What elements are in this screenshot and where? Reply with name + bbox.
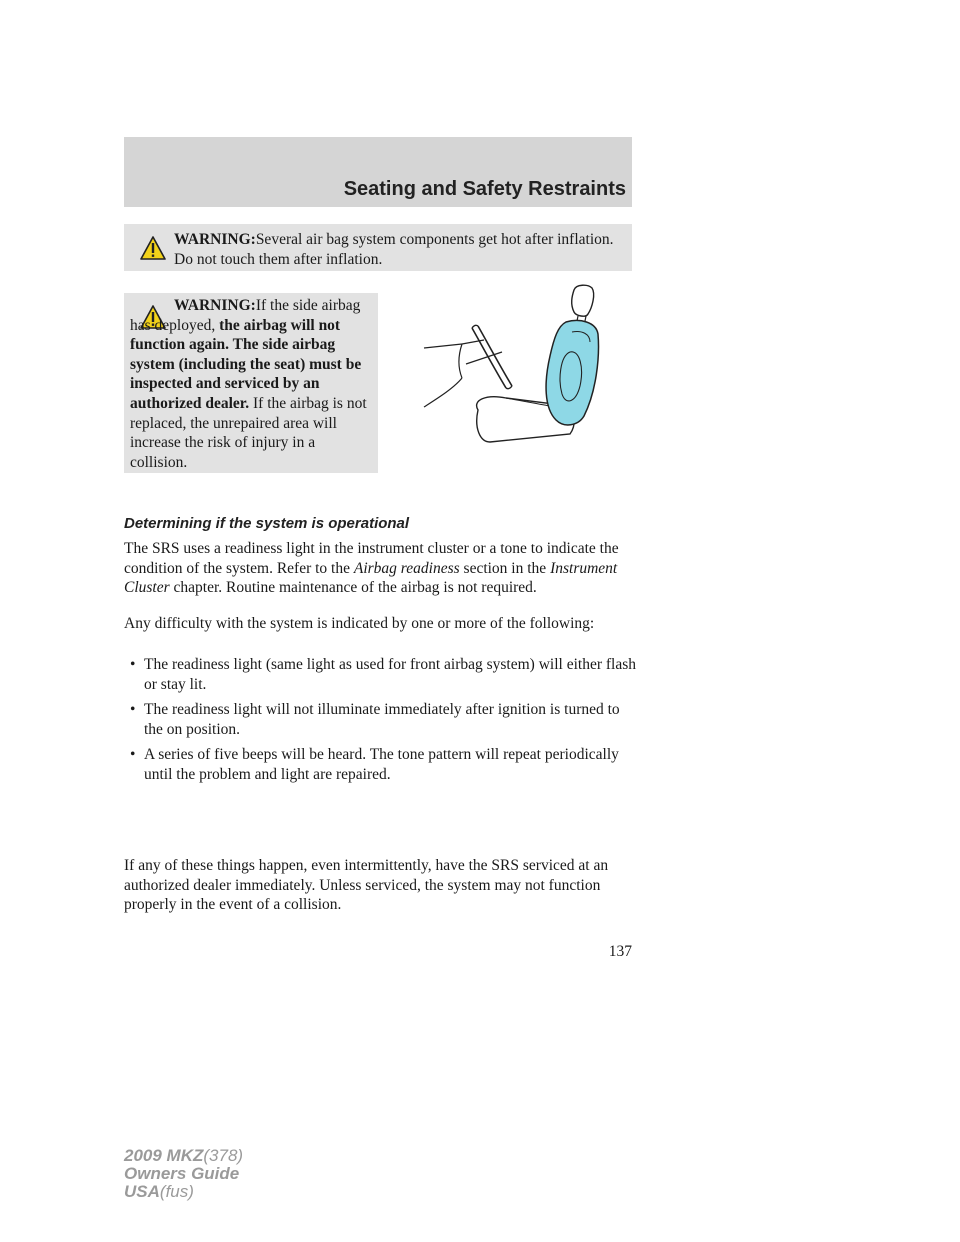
paragraph-difficulty: Any difficulty with the system is indicated by one or more of the following: <box>124 615 595 632</box>
paragraph-service: If any of these things happen, even intermittently, have the SRS serviced at an authorized dealer immediately. Unless serviced, the system may not function properly in the event of a collision. <box>124 857 609 914</box>
list-item-text: The readiness light will not illuminate immediately after ignition is turned to the on position. <box>144 701 620 738</box>
list-item-text: A series of five beeps will be heard. The tone pattern will repeat periodically until the problem and light are repaired. <box>144 746 619 783</box>
warning-box-side-airbag <box>124 293 378 473</box>
warning-label: WARNING: <box>174 297 256 314</box>
side-airbag-seat-illustration <box>420 282 620 452</box>
warning-triangle-icon <box>140 236 166 260</box>
warning-box-hot-components <box>124 224 632 271</box>
warning-text <box>130 296 374 472</box>
bullet-symbol: • <box>130 656 136 673</box>
footer-line-guide: Owners Guide <box>124 1164 240 1183</box>
warning-body-intro: If the side airbag has deployed, <box>130 297 361 334</box>
page-number: 137 <box>608 943 632 960</box>
warning-body-outro: If the airbag is not replaced, the unrepaired area will increase the risk of injury in a collision. <box>130 394 367 471</box>
paragraph-readiness <box>124 539 636 598</box>
document-footer <box>124 1147 243 1201</box>
list-item <box>124 745 636 784</box>
footer-line-model: 2009 MKZ(378) <box>124 1146 244 1165</box>
bullet-symbol: • <box>130 701 136 719</box>
section-heading: Determining if the system is operational <box>124 515 410 532</box>
bullet-symbol: • <box>130 746 136 764</box>
paragraph-text: chapter. Routine maintenance of the airbag is not required. <box>173 579 537 597</box>
paragraph-text: The SRS uses a readiness light in the instrument cluster or a tone to indicate the condition of the system. Refer to the <box>124 540 619 577</box>
warning-text <box>174 230 624 269</box>
symptom-list <box>124 655 636 791</box>
paragraph-text: section in the <box>463 559 547 577</box>
list-item-text: The readiness light (same light as used for front airbag system) will either flash or stay lit. <box>144 656 636 693</box>
cross-reference-instrument-cluster: Instrument Cluster <box>124 559 618 597</box>
header-band <box>124 137 632 207</box>
warning-body: Several air bag system components get hot after inflation. Do not touch them after inflation. <box>174 231 614 268</box>
warning-label: WARNING: <box>174 231 256 248</box>
footer-line-region: USA(fus) <box>124 1182 194 1201</box>
page-section-title: Seating and Safety Restraints <box>343 178 626 200</box>
list-item <box>124 700 636 739</box>
warning-body-emphasis: the airbag will not function again. The side airbag system (including the seat) must be inspected and serviced by an authorized dealer. <box>130 316 362 412</box>
list-item <box>124 655 636 694</box>
cross-reference-airbag-readiness: Airbag readiness <box>353 559 460 577</box>
